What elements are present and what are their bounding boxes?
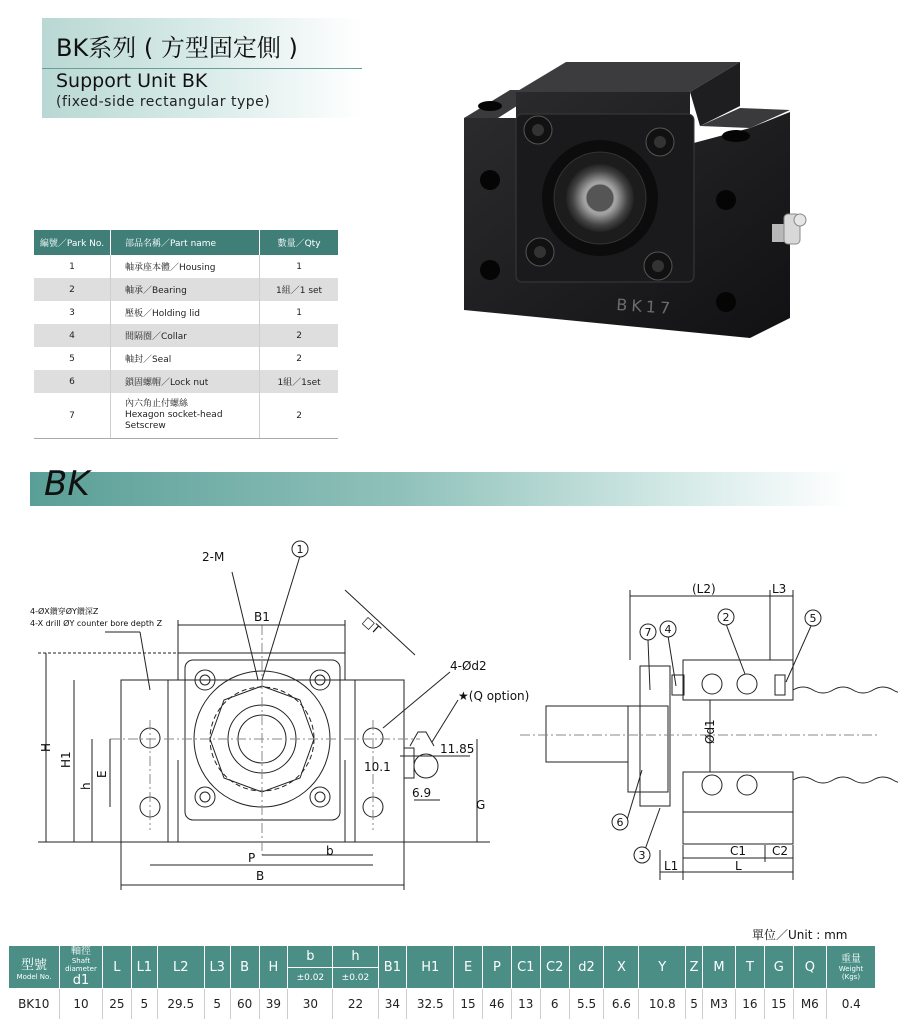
parts-header-qty: 數量／Qty [260, 230, 338, 255]
spec-header-Z: Z [686, 946, 703, 989]
label-g: G [476, 798, 486, 812]
mount-hole-icon [722, 130, 750, 142]
spec-cell: 29.5 [157, 989, 204, 1020]
spec-header-shaft-zh: 軸徑 [71, 946, 91, 957]
screw-icon [524, 116, 552, 144]
spec-cell: M6 [793, 989, 826, 1020]
parts-row [34, 324, 338, 347]
section-header-bar [30, 472, 850, 506]
spec-header-Y: Y [639, 946, 686, 989]
parts-cell-name [110, 393, 259, 438]
parts-table [34, 230, 338, 439]
label-h-small: h [79, 782, 93, 790]
label-l: L [735, 859, 742, 873]
balloon-text: 4 [664, 623, 672, 636]
parts-cell-name: 壓板／Holding lid [110, 301, 259, 324]
label-counterbore-en: 4-X drill ØY counter bore depth Z [30, 619, 163, 628]
screw-icon [646, 128, 674, 156]
label-h: H [39, 742, 53, 752]
parts-name-line: Hexagon socket-head [124, 410, 223, 420]
mount-hole-icon [478, 101, 502, 111]
spec-header-L1: L1 [131, 946, 157, 989]
label-1185: 11.85 [440, 742, 475, 756]
spec-header-C1: C1 [511, 946, 540, 989]
parts-cell-name: 軸封／Seal [110, 347, 259, 370]
spec-cell: 25 [103, 989, 132, 1020]
label-l3: L3 [772, 582, 787, 596]
spec-header-weight [827, 946, 876, 989]
spec-cell: 5.5 [569, 989, 604, 1020]
parts-cell-qty: 2 [296, 410, 302, 421]
spec-header-M: M [702, 946, 735, 989]
label-101: 10.1 [364, 760, 391, 774]
title-divider [42, 68, 362, 69]
parts-cell-no: 7 [34, 393, 110, 438]
spec-header-B: B [230, 946, 259, 989]
parts-row [34, 278, 338, 301]
label-e: E [95, 770, 109, 778]
spec-cell: 15 [454, 989, 483, 1020]
section-title: BK [44, 464, 90, 504]
parts-cell-name: 軸承／Bearing [110, 278, 259, 301]
mount-hole-icon [716, 190, 736, 210]
label-c2: C2 [772, 844, 789, 858]
spec-header-model-zh: 型號 [20, 957, 47, 973]
label-4d2: 4-Ød2 [450, 659, 487, 673]
spec-header-d2: d2 [569, 946, 604, 989]
spec-header-weight-en: Weight [838, 964, 864, 973]
spec-cell: 5 [131, 989, 157, 1020]
product-photo [450, 56, 820, 346]
parts-cell-no: 6 [34, 370, 110, 393]
parts-table-bottom-rule [34, 438, 338, 439]
spec-header-T: T [736, 946, 765, 989]
label-b-small: b [326, 844, 334, 858]
spec-cell: 15 [764, 989, 793, 1020]
parts-cell-qty: 1組／1 set [260, 278, 338, 301]
spec-header-weight-zh: 重量 [841, 953, 861, 965]
technical-drawing [0, 520, 898, 900]
label-counterbore-zh: 4-ØX鑽穿ØY鑽深Z [30, 607, 99, 616]
parts-row [34, 370, 338, 393]
parts-header-no: 編號／Park No. [34, 230, 110, 255]
spec-cell: 10 [60, 989, 103, 1020]
spec-cell: 34 [378, 989, 407, 1020]
label-h1: H1 [59, 751, 73, 768]
spec-cell: M3 [702, 989, 735, 1020]
spec-header-X: X [604, 946, 639, 989]
screw-icon [526, 238, 554, 266]
title-zh: BK系列 ( 方型固定側 ) [56, 34, 298, 62]
spec-header-L: L [103, 946, 132, 989]
label-l2: (L2) [692, 582, 716, 596]
spec-cell: 39 [259, 989, 288, 1020]
title-subtitle: (fixed-side rectangular type) [56, 94, 271, 110]
label-2m: 2-M [202, 550, 225, 564]
spec-cell: 16 [736, 989, 765, 1020]
unit-label: 單位／Unit : mm [752, 928, 848, 942]
parts-row [34, 255, 338, 278]
spec-header-E: E [454, 946, 483, 989]
spec-header-row [9, 946, 876, 968]
spec-cell: 5 [686, 989, 703, 1020]
parts-header-name: 部品名稱／Part name [110, 230, 259, 255]
spec-cell: 32.5 [407, 989, 454, 1020]
spec-cell: BK10 [9, 989, 60, 1020]
spec-row [9, 989, 876, 1020]
parts-cell-no: 3 [34, 301, 110, 324]
label-t: □T [359, 613, 384, 637]
title-en: Support Unit BK [56, 70, 208, 92]
mount-hole-icon [716, 292, 736, 312]
spec-header-model-en: Model No. [16, 972, 52, 981]
parts-cell-no: 4 [34, 324, 110, 347]
spec-header-shaft [60, 946, 103, 989]
label-c1: C1 [730, 844, 747, 858]
label-b: B [256, 869, 265, 883]
spec-header-b: b [288, 946, 333, 968]
parts-cell-no: 5 [34, 347, 110, 370]
mount-hole-icon [480, 260, 500, 280]
balloon-text: 6 [616, 816, 624, 829]
spec-header-b-tol: ±0.02 [288, 967, 333, 989]
spec-header-h-tol: ±0.02 [333, 967, 378, 989]
spec-header-shaft-en: Shaft diameter [65, 957, 97, 973]
bearing-inner [586, 184, 614, 212]
screw-icon [644, 252, 672, 280]
parts-cell-qty: 2 [260, 324, 338, 347]
parts-cell-qty: 2 [296, 353, 302, 364]
spec-header-B1: B1 [378, 946, 407, 989]
spec-cell: 6.6 [604, 989, 639, 1020]
label-q-option: ★(Q option) [458, 689, 530, 703]
spec-cell: 60 [230, 989, 259, 1020]
spec-header-L2: L2 [157, 946, 204, 989]
balloon-text: 3 [638, 849, 646, 862]
spec-header-G: G [764, 946, 793, 989]
label-p: P [248, 851, 256, 865]
spec-cell: 13 [511, 989, 540, 1020]
parts-cell-no: 1 [34, 255, 110, 278]
spec-header-L3: L3 [204, 946, 230, 989]
parts-cell-no: 2 [34, 278, 110, 301]
parts-cell-name: 軸承座本體／Housing [110, 255, 259, 278]
title-banner [42, 18, 362, 118]
parts-cell-qty: 1 [296, 261, 302, 272]
mount-hole-icon [480, 170, 500, 190]
parts-name-line: Setscrew [124, 421, 166, 431]
label-d1: Ød1 [703, 719, 717, 744]
spec-header-H1: H1 [407, 946, 454, 989]
parts-row [34, 393, 338, 438]
label-l1: L1 [664, 859, 679, 873]
spec-header-H: H [259, 946, 288, 989]
spec-cell: 22 [333, 989, 378, 1020]
spec-header-weight-unit: (Kgs) [841, 972, 861, 981]
balloon-text: 5 [809, 612, 817, 625]
photo-engraving: BK17 [615, 295, 675, 319]
spec-cell: 30 [288, 989, 333, 1020]
spec-header-C2: C2 [540, 946, 569, 989]
parts-cell-name: 鎖固螺帽／Lock nut [110, 370, 259, 393]
balloon-text: 2 [722, 611, 730, 624]
spec-header-P: P [482, 946, 511, 989]
spec-header-model [9, 946, 60, 989]
spec-cell: 46 [482, 989, 511, 1020]
parts-table-header [34, 230, 338, 255]
spec-table [8, 945, 876, 1019]
balloon-text: 1 [296, 543, 304, 556]
parts-cell-name: 間隔圈／Collar [110, 324, 259, 347]
spec-cell: 10.8 [639, 989, 686, 1020]
parts-name-line: 內六角止付螺絲 [124, 399, 188, 409]
spec-header-shaft-sym: d1 [72, 973, 90, 988]
parts-row [34, 301, 338, 324]
parts-cell-qty: 1 [296, 307, 302, 318]
label-b1: B1 [254, 610, 270, 624]
spec-cell: 6 [540, 989, 569, 1020]
balloon-text: 7 [644, 626, 652, 639]
label-69: 6.9 [412, 786, 432, 800]
parts-row [34, 347, 338, 370]
spec-header-Q: Q [793, 946, 826, 989]
spec-cell: 5 [204, 989, 230, 1020]
parts-cell-qty: 1組／1set [260, 370, 338, 393]
spec-cell: 0.4 [841, 997, 861, 1011]
spec-header-h: h [333, 946, 378, 968]
